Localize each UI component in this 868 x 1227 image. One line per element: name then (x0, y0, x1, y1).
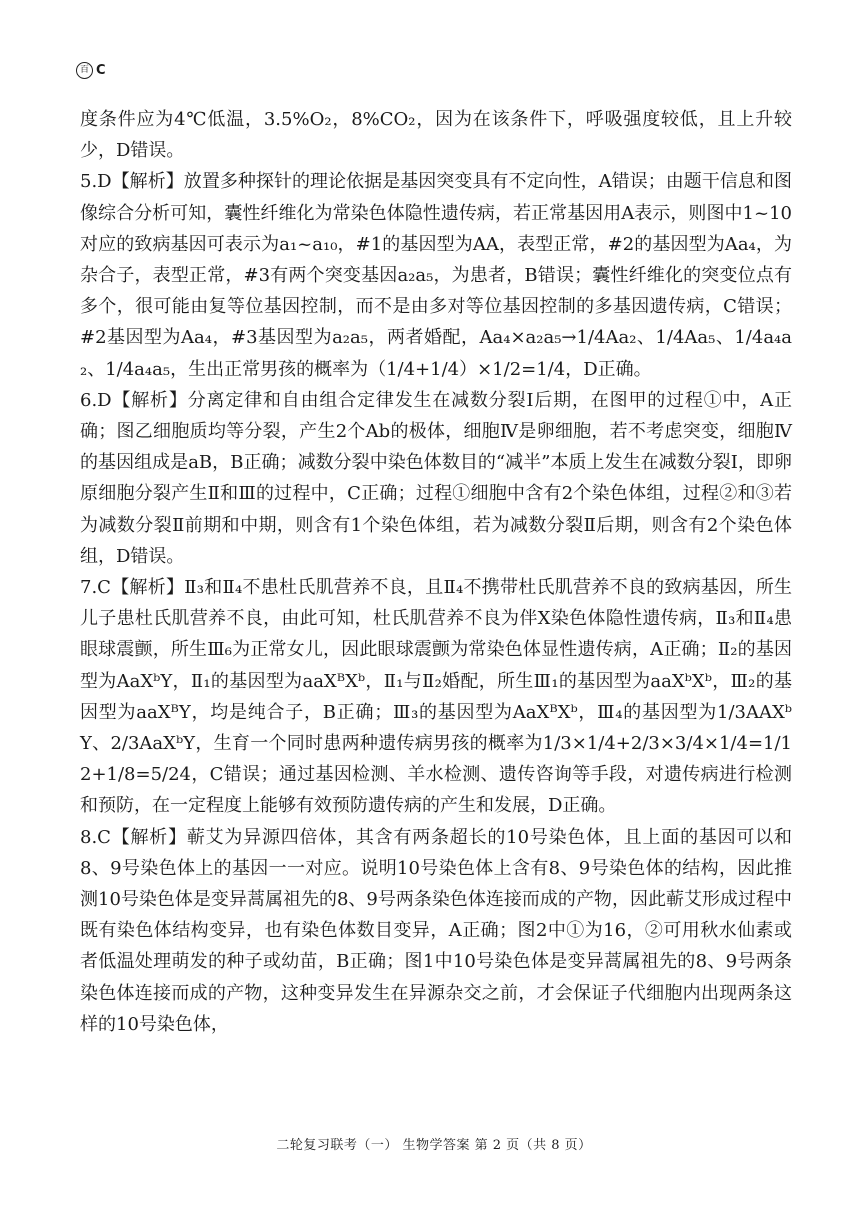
logo-circle-icon: 百 (76, 62, 93, 79)
answer-content (80, 104, 792, 1040)
publisher-logo (76, 62, 106, 79)
paragraph-q8: 8.C【解析】蕲艾为异源四倍体，其含有两条超长的10号染色体，且上面的基因可以和8、9号染色体上的基因一一对应。说明10号染色体上含有8、9号染色体的结构，因此推测10号染色体是变异蒿属祖先的8、9号两条染色体连接而成的产物，因此蕲艾形成过程中既有染色体结构变异，也有染色体数目变异，A正确；图2中①为16，②可用秋水仙素或者低温处理萌发的种子或幼苗，B正确；图1中10号染色体是变异蒿属祖先的8、9号两条染色体连接而成的产物，这种变异发生在异源杂交之前，才会保证子代细胞内出现两条这样的10号染色体， (80, 826, 792, 1035)
page-footer: 二轮复习联考（一） 生物学答案 第 2 页（共 8 页） (276, 1138, 592, 1153)
paragraph-q4-continued: 度条件应为4℃低温，3.5%O₂，8%CO₂，因为在该条件下，呼吸强度较低，且上升较少，D错误。 (80, 109, 792, 162)
paragraph-q6: 6.D【解析】分离定律和自由组合定律发生在减数分裂Ⅰ后期，在图甲的过程①中，A正确；图乙细胞质均等分裂，产生2个Ab的极体，细胞Ⅳ是卵细胞，若不考虑突变，细胞Ⅳ的基因组成是aB，B正确；减数分裂中染色体数目的“减半”本质上发生在减数分裂Ⅰ，即卵原细胞分裂产生Ⅱ和Ⅲ的过程中，C正确；过程①细胞中含有2个染色体组，过程②和③若为减数分裂Ⅱ前期和中期，则含有1个染色体组，若为减数分裂Ⅱ后期，则含有2个染色体组，D错误。 (80, 389, 792, 567)
paragraph-q5: 5.D【解析】放置多种探针的理论依据是基因突变具有不定向性，A错误；由题干信息和图像综合分析可知，囊性纤维化为常染色体隐性遗传病，若正常基因用A表示，则图中1~10对应的致病基因可表示为a₁~a₁₀，#1的基因型为AA，表型正常，#2的基因型为Aa₄，为杂合子，表型正常，#3有两个突变基因a₂a₅，为患者，B错误；囊性纤维化的突变位点有多个，很可能由复等位基因控制，而不是由多对等位基因控制的多基因遗传病，C错误；#2基因型为Aa₄，#3基因型为a₂a₅，两者婚配，Aa₄×a₂a₅→1/4Aa₂、1/4Aa₅、1/4a₄a₂、1/4a₄a₅，生出正常男孩的概率为（1/4+1/4）×1/2=1/4，D正确。 (80, 171, 792, 380)
paragraph-q7: 7.C【解析】Ⅱ₃和Ⅱ₄不患杜氏肌营养不良，且Ⅱ₄不携带杜氏肌营养不良的致病基因，所生儿子患杜氏肌营养不良，由此可知，杜氏肌营养不良为伴X染色体隐性遗传病，Ⅱ₃和Ⅱ₄患眼球震颤，所生Ⅲ₆为正常女儿，因此眼球震颤为常染色体显性遗传病，A正确；Ⅱ₂的基因型为AaXᵇY，Ⅱ₁的基因型为aaXᴮXᵇ，Ⅱ₁与Ⅱ₂婚配，所生Ⅲ₁的基因型为aaXᵇXᵇ，Ⅲ₂的基因型为aaXᴮY，均是纯合子，B正确；Ⅲ₃的基因型为AaXᴮXᵇ，Ⅲ₄的基因型为1/3AAXᵇY、2/3AaXᵇY，生育一个同时患两种遗传病男孩的概率为1/3×1/4+2/3×3/4×1/4=1/12+1/8=5/24，C错误；通过基因检测、羊水检测、遗传咨询等手段，对遗传病进行检测和预防，在一定程度上能够有效预防遗传病的产生和发展，D正确。 (80, 577, 792, 817)
logo-letter: C (96, 63, 106, 78)
